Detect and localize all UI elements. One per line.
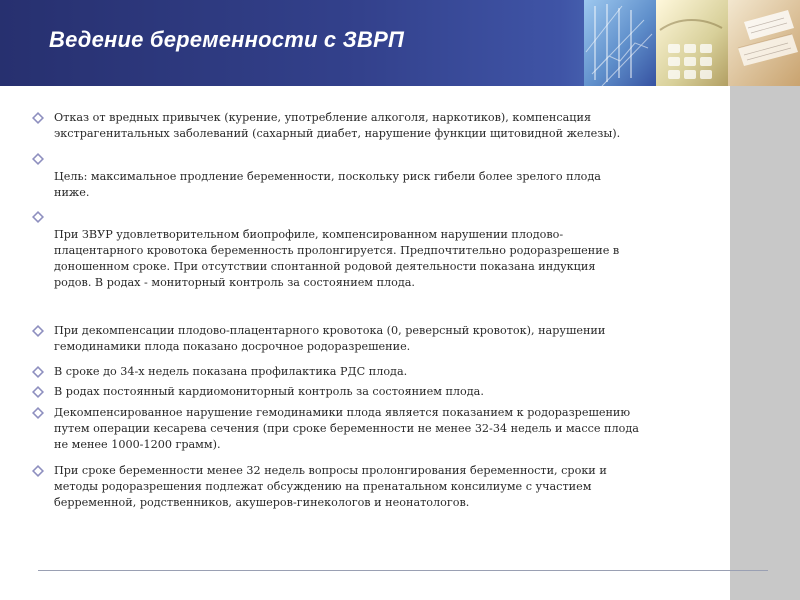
bullet-text: При ЗВУР удовлетворительном биопрофиле, компенсированном нарушении плодово- плацентарного кровотока беременность пролонгируется. Предпочтительно родоразрешение в доношенном сроке. При отсутствии спонтанной родовой деятельности показана индукция родов. В родах - мониторный контроль за состоянием плода.	[54, 228, 620, 289]
bullet-text: Отказ от вредных привычек (курение, употребление алкоголя, наркотиков), компенсация экстрагенитальных заболеваний (сахарный диабет, нарушение функции щитовидной железы).	[54, 111, 621, 140]
bullet-text: При сроке беременности менее 32 недель вопросы пролонгирования беременности, сроки и методы родоразрешения подлежат обсуждению на пренатальном консилиуме с участием берременной, родственников, акушеров-гинекологов и неонатологов.	[54, 464, 607, 509]
bullet-text: Декомпенсированное нарушение гемодинамики плода является показанием к родоразрешению путем операции кесарева сечения (при сроке беременности не менее 32-34 недель и массе плода не менее 1000-1200 грамм).	[54, 406, 639, 451]
bullet-text: Цель: максимальное продление беременности, поскольку риск гибели более зрелого плода ниже.	[54, 170, 601, 199]
slide-title: Ведение беременности с ЗВРП	[49, 27, 404, 52]
diamond-bullet-icon	[32, 211, 44, 223]
diamond-bullet-icon	[32, 465, 44, 477]
diamond-bullet-icon	[32, 366, 44, 378]
diamond-bullet-icon	[32, 112, 44, 124]
diamond-bullet-icon	[32, 386, 44, 398]
right-side-bar	[730, 86, 800, 600]
bullet-text: При декомпенсации плодово-плацентарного кровотока (0, реверсный кровоток), нарушении гемодинамики плода показано досрочное родоразрешение.	[54, 324, 606, 353]
bullet-text: В сроке до 34-х недель показана профилактика РДС плода.	[54, 365, 408, 378]
diamond-bullet-icon	[32, 407, 44, 419]
diamond-bullet-icon	[32, 153, 44, 165]
diamond-bullet-icon	[32, 325, 44, 337]
bullet-text: В родах постоянный кардиомониторный контроль за состоянием плода.	[54, 385, 484, 398]
